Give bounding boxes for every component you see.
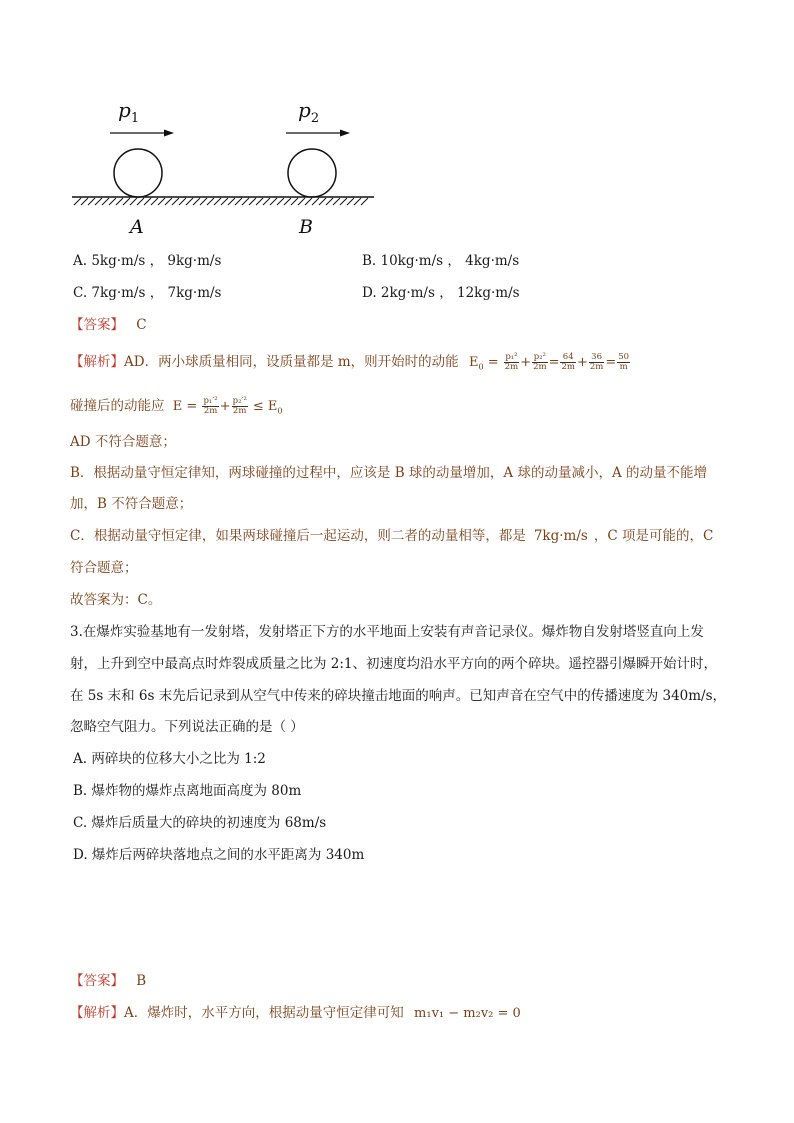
q2-analysis-line5: 加，B 不符合题意； bbox=[70, 496, 193, 512]
ball-a-label: A bbox=[130, 216, 144, 238]
answer-tag: 【答案】 bbox=[70, 317, 124, 333]
ground-hatch bbox=[74, 198, 368, 205]
q2-analysis-line4: B．根据动量守恒定律知，两球碰撞的过程中，应该是 B 球的动量增加，A 球的动量减小，A 的动量不能增 bbox=[70, 465, 708, 481]
q3-option-b: B. 爆炸物的爆炸点离地面高度为 80m bbox=[73, 783, 302, 799]
q3-stem-line1: 3.在爆炸实验基地有一发射塔，发射塔正下方的水平地面上安装有声音记录仪。爆炸物自发射塔竖直向上发 bbox=[70, 624, 704, 640]
q2-analysis-line1 bbox=[70, 352, 631, 378]
ball-b bbox=[288, 149, 336, 197]
q2-analysis-line8: 故答案为：C。 bbox=[70, 592, 162, 608]
q2-option-d: D. 2kg·m/s ， 12kg·m/s bbox=[362, 285, 520, 301]
q3-stem-line2: 射，上升到空中最高点时炸裂成质量之比为 2:1、初速度均沿水平方向的两个碎块。遥控器引爆瞬开始计时， bbox=[70, 656, 718, 672]
answer-value: B bbox=[136, 973, 147, 989]
q3-stem-line4: 忽略空气阻力。下列说法正确的是（ ） bbox=[70, 719, 304, 735]
q2-answer bbox=[70, 315, 147, 335]
q3-stem-line3: 在 5s 末和 6s 末先后记录到从空气中传来的碎块撞击地面的响声。已知声音在空气中的传播速度为 340m/s， bbox=[70, 688, 727, 704]
analysis-text: AD．两小球质量相同，设质量都是 m，则开始时的动能 bbox=[124, 354, 459, 370]
q2-option-c: C. 7kg·m/s ， 7kg·m/s bbox=[73, 285, 222, 301]
q2-analysis-line7: 符合题意； bbox=[70, 560, 138, 576]
ball-a bbox=[114, 149, 162, 197]
q3-option-a: A. 两碎块的位移大小之比为 1:2 bbox=[73, 751, 266, 767]
p2-label: $p_2$ bbox=[298, 98, 320, 126]
p1-label: $p_1$ bbox=[118, 98, 140, 126]
collision-figure bbox=[68, 95, 378, 240]
q2-option-b: B. 10kg·m/s ， 4kg·m/s bbox=[362, 253, 520, 269]
arrow-p1-icon bbox=[110, 130, 174, 137]
q2-analysis-line6: C．根据动量守恒定律，如果两球碰撞后一起运动，则二者的动量相等，都是 7kg·m/s ，C 项是可能的，C bbox=[70, 528, 714, 544]
q3-answer bbox=[70, 971, 146, 991]
q2-analysis-line3: AD 不符合题意； bbox=[70, 434, 176, 450]
momentum-formula: m₁v₁ − m₂v₂ = 0 bbox=[414, 1006, 521, 1021]
analysis-tag: 【解析】 bbox=[70, 354, 124, 370]
answer-tag: 【答案】 bbox=[70, 973, 124, 989]
e-formula: E = $\frac{\text{p₁′²}}{2m}$ + $\frac{\text{p₂′²}}{2m}$ ≤ $E_0$ bbox=[172, 396, 283, 416]
q2-analysis-line2: 碰撞后的动能应 E = $\frac{\text{p₁′²}}{2m}$ + $\frac{\text{p₂′²}}{2m}$ ≤ $E_0$ bbox=[70, 396, 283, 416]
answer-value: C bbox=[136, 317, 147, 333]
ball-b-label: B bbox=[299, 216, 313, 238]
q3-option-c: C. 爆炸后质量大的碎块的初速度为 68m/s bbox=[73, 815, 327, 831]
arrow-p2-icon bbox=[286, 130, 350, 137]
analysis-tag: 【解析】 bbox=[70, 1005, 124, 1021]
q2-option-a: A. 5kg·m/s ， 9kg·m/s bbox=[73, 253, 222, 269]
q3-option-d: D. 爆炸后两碎块落地点之间的水平距离为 340m bbox=[73, 847, 365, 863]
q3-analysis-line1: 【解析】A．爆炸时，水平方向，根据动量守恒定律可知 m₁v₁ − m₂v₂ = 0 bbox=[70, 1005, 521, 1021]
e0-formula: $E_0$ = $\frac{\text{p₁²}}{2m}$ + $\frac{\text{p₂²}}{2m}$ = $\frac{64}{2m}$ + $\frac{36}{2m}$ = $\frac{50}{m}$ bbox=[468, 352, 630, 372]
